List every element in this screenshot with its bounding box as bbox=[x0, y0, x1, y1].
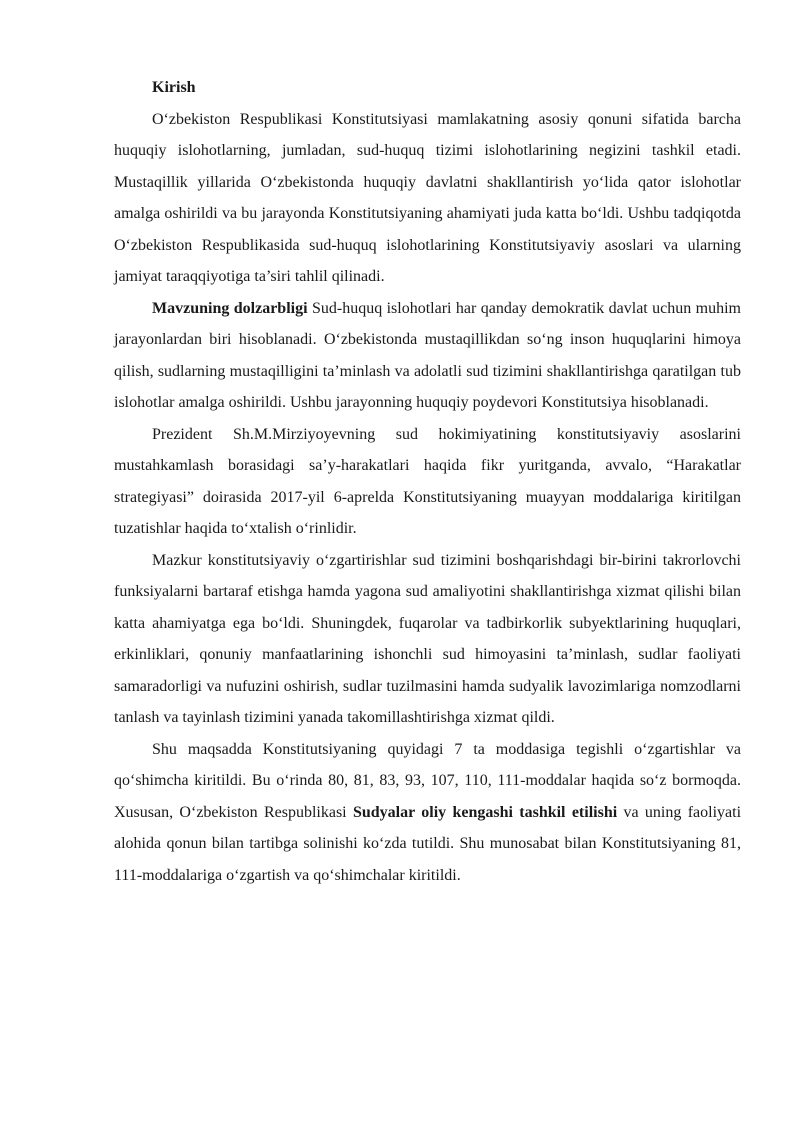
paragraph-text: Mazkur konstitutsiyaviy o‘zgartirishlar sud tizimini boshqarishdagi bir-birini takrorlovchi funksiyalarni bartaraf etishga hamda yagona sud amaliyotini shakllantirishga xizmat qilishi bilan katta ahamiyatga ega bo‘ldi. Shuningdek, fuqarolar va tadbirkorlik subyektlarining huquqlari, erkinliklari, qonuniy manfaatlarining ishonchli sud himoyasini ta’minlash, sudlar faoliyati samaradorligi va nufuzini oshirish, sudlar tuzilmasini hamda sudyalik lavozimlariga nomzodlarni tanlash va tayinlash tizimini yanada takomillashtirishga xizmat qildi. bbox=[114, 551, 741, 726]
relevance-bold-lead: Mavzuning dolzarbligi bbox=[152, 299, 308, 317]
paragraph-text-before: Shu maqsadda Konstitutsiyaning quyidagi 7 ta moddasiga tegishli o‘zgartishlar va qo‘shimcha kiritildi. Bu o‘rinda 80, 81, 83, 93, 107, 110, 111-moddalar haqida so‘z bormoqda. Xususan, O‘zbekiston Respublikasi bbox=[114, 740, 741, 821]
section-heading: Kirish bbox=[152, 79, 196, 96]
paragraph-text-after: va uning faoliyati alohida qonun bilan tartibga solinishi ko‘zda tutildi. Shu munosabat bilan Konstitutsiyaning 81, 111-moddalariga o‘zgartish va qo‘shimchalar kiritildi. bbox=[114, 803, 742, 884]
paragraph-relevance bbox=[114, 293, 741, 419]
paragraph-introduction bbox=[114, 104, 741, 293]
paragraph-amendments bbox=[114, 545, 741, 734]
paragraph-president bbox=[114, 419, 741, 545]
paragraph-articles bbox=[114, 734, 741, 892]
paragraph-text: O‘zbekiston Respublikasi Konstitutsiyasi mamlakatning asosiy qonuni sifatida barcha huquqiy islohotlarning, jumladan, sud-huquq tizimi islohotlarining negizini tashkil etadi. Mustaqillik yillarida O‘zbekistonda huquqiy davlatni shakllantirish yo‘lida qator islohotlar amalga oshirildi va bu jarayonda Konstitutsiyaning ahamiyati juda katta bo‘ldi. Ushbu tadqiqotda O‘zbekiston Respublikasida sud-huquq islohotlarining Konstitutsiyaviy asoslari va ularning jamiyat taraqqiyotiga ta’siri tahlil qilinadi. bbox=[114, 110, 741, 285]
paragraph-text: Sud-huquq islohotlari har qanday demokratik davlat uchun muhim jarayonlardan biri hisoblanadi. O‘zbekistonda mustaqillikdan so‘ng inson huquqlarini himoya qilish, sudlarning mustaqilligini ta’minlash va adolatli sud tizimini shakllantirishga qaratilgan tub islohotlar amalga oshirildi. Ushbu jarayonning huquqiy poydevori Konstitutsiya hisoblanadi. bbox=[114, 299, 742, 411]
council-bold-phrase: Sudyalar oliy kengashi tashkil etilishi bbox=[352, 803, 618, 821]
document-page bbox=[114, 72, 741, 891]
paragraph-text: Prezident Sh.M.Mirziyoyevning sud hokimiyatining konstitutsiyaviy asoslarini mustahkamlash borasidagi sa’y-harakatlari haqida fikr yuritganda, avvalo, “Harakatlar strategiyasi” doirasida 2017-yil 6-aprelda Konstitutsiyaning muayyan moddalariga kiritilgan tuzatishlar haqida to‘xtalish o‘rinlidir. bbox=[114, 425, 741, 537]
